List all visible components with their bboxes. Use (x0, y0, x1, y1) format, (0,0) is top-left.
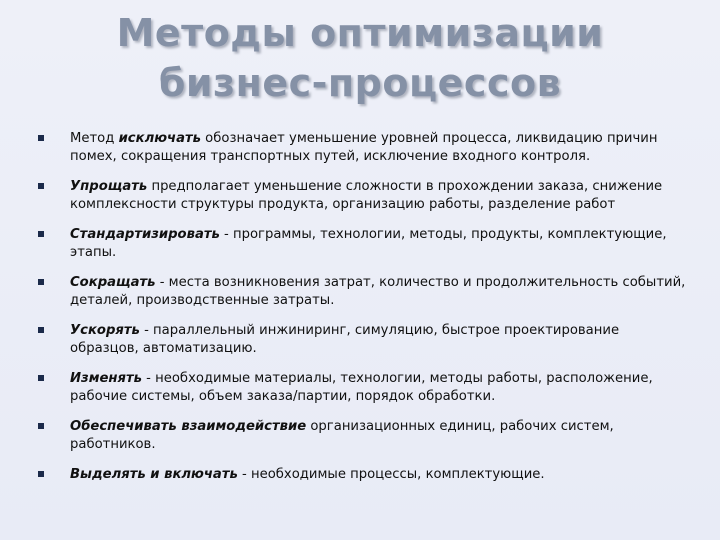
item-prefix: Метод (70, 131, 119, 146)
square-bullet-icon (38, 135, 44, 141)
item-term: Сокращать (70, 275, 156, 290)
title-line-2: бизнес-процессов (158, 61, 562, 105)
square-bullet-icon (38, 375, 44, 381)
list-item (38, 130, 688, 166)
list-item (38, 178, 688, 214)
item-term: Выделять и включать (70, 467, 238, 482)
square-bullet-icon (38, 471, 44, 477)
item-term: Упрощать (70, 179, 148, 194)
item-text: - необходимые материалы, технологии, методы работы, расположение, рабочие системы, объем заказа/партии, порядок обработки. (70, 371, 653, 404)
item-term: Стандартизировать (70, 227, 220, 242)
slide-title (0, 8, 720, 108)
item-text: - места возникновения затрат, количество и продолжительность событий, деталей, производственные затраты. (70, 275, 686, 308)
item-text: - необходимые процессы, комплектующие. (237, 467, 545, 482)
list-item (38, 226, 688, 262)
item-text: - параллельный инжиниринг, симуляцию, быстрое проектирование образцов, автоматизацию. (70, 323, 620, 356)
item-text: организационных единиц, рабочих систем, работников. (70, 419, 614, 452)
square-bullet-icon (38, 423, 44, 429)
item-term: Ускорять (70, 323, 140, 338)
item-text: обозначает уменьшение уровней процесса, ликвидацию причин помех, сокращения транспортных путей, исключение входного контроля. (70, 131, 658, 164)
item-term: Изменять (70, 371, 142, 386)
list-item (38, 418, 688, 454)
square-bullet-icon (38, 327, 44, 333)
list-item (38, 322, 688, 358)
methods-list (38, 130, 688, 496)
square-bullet-icon (38, 231, 44, 237)
list-item (38, 370, 688, 406)
square-bullet-icon (38, 279, 44, 285)
item-text: - программы, технологии, методы, продукты, комплектующие, этапы. (70, 227, 667, 260)
title-line-1: Методы оптимизации (116, 11, 604, 55)
item-term: Обеспечивать взаимодействие (70, 419, 307, 434)
list-item (38, 466, 688, 484)
list-item (38, 274, 688, 310)
item-term: исключать (118, 131, 201, 146)
item-text: предполагает уменьшение сложности в прохождении заказа, снижение комплексности структуры продукта, организацию работы, разделение работ (70, 179, 663, 212)
square-bullet-icon (38, 183, 44, 189)
